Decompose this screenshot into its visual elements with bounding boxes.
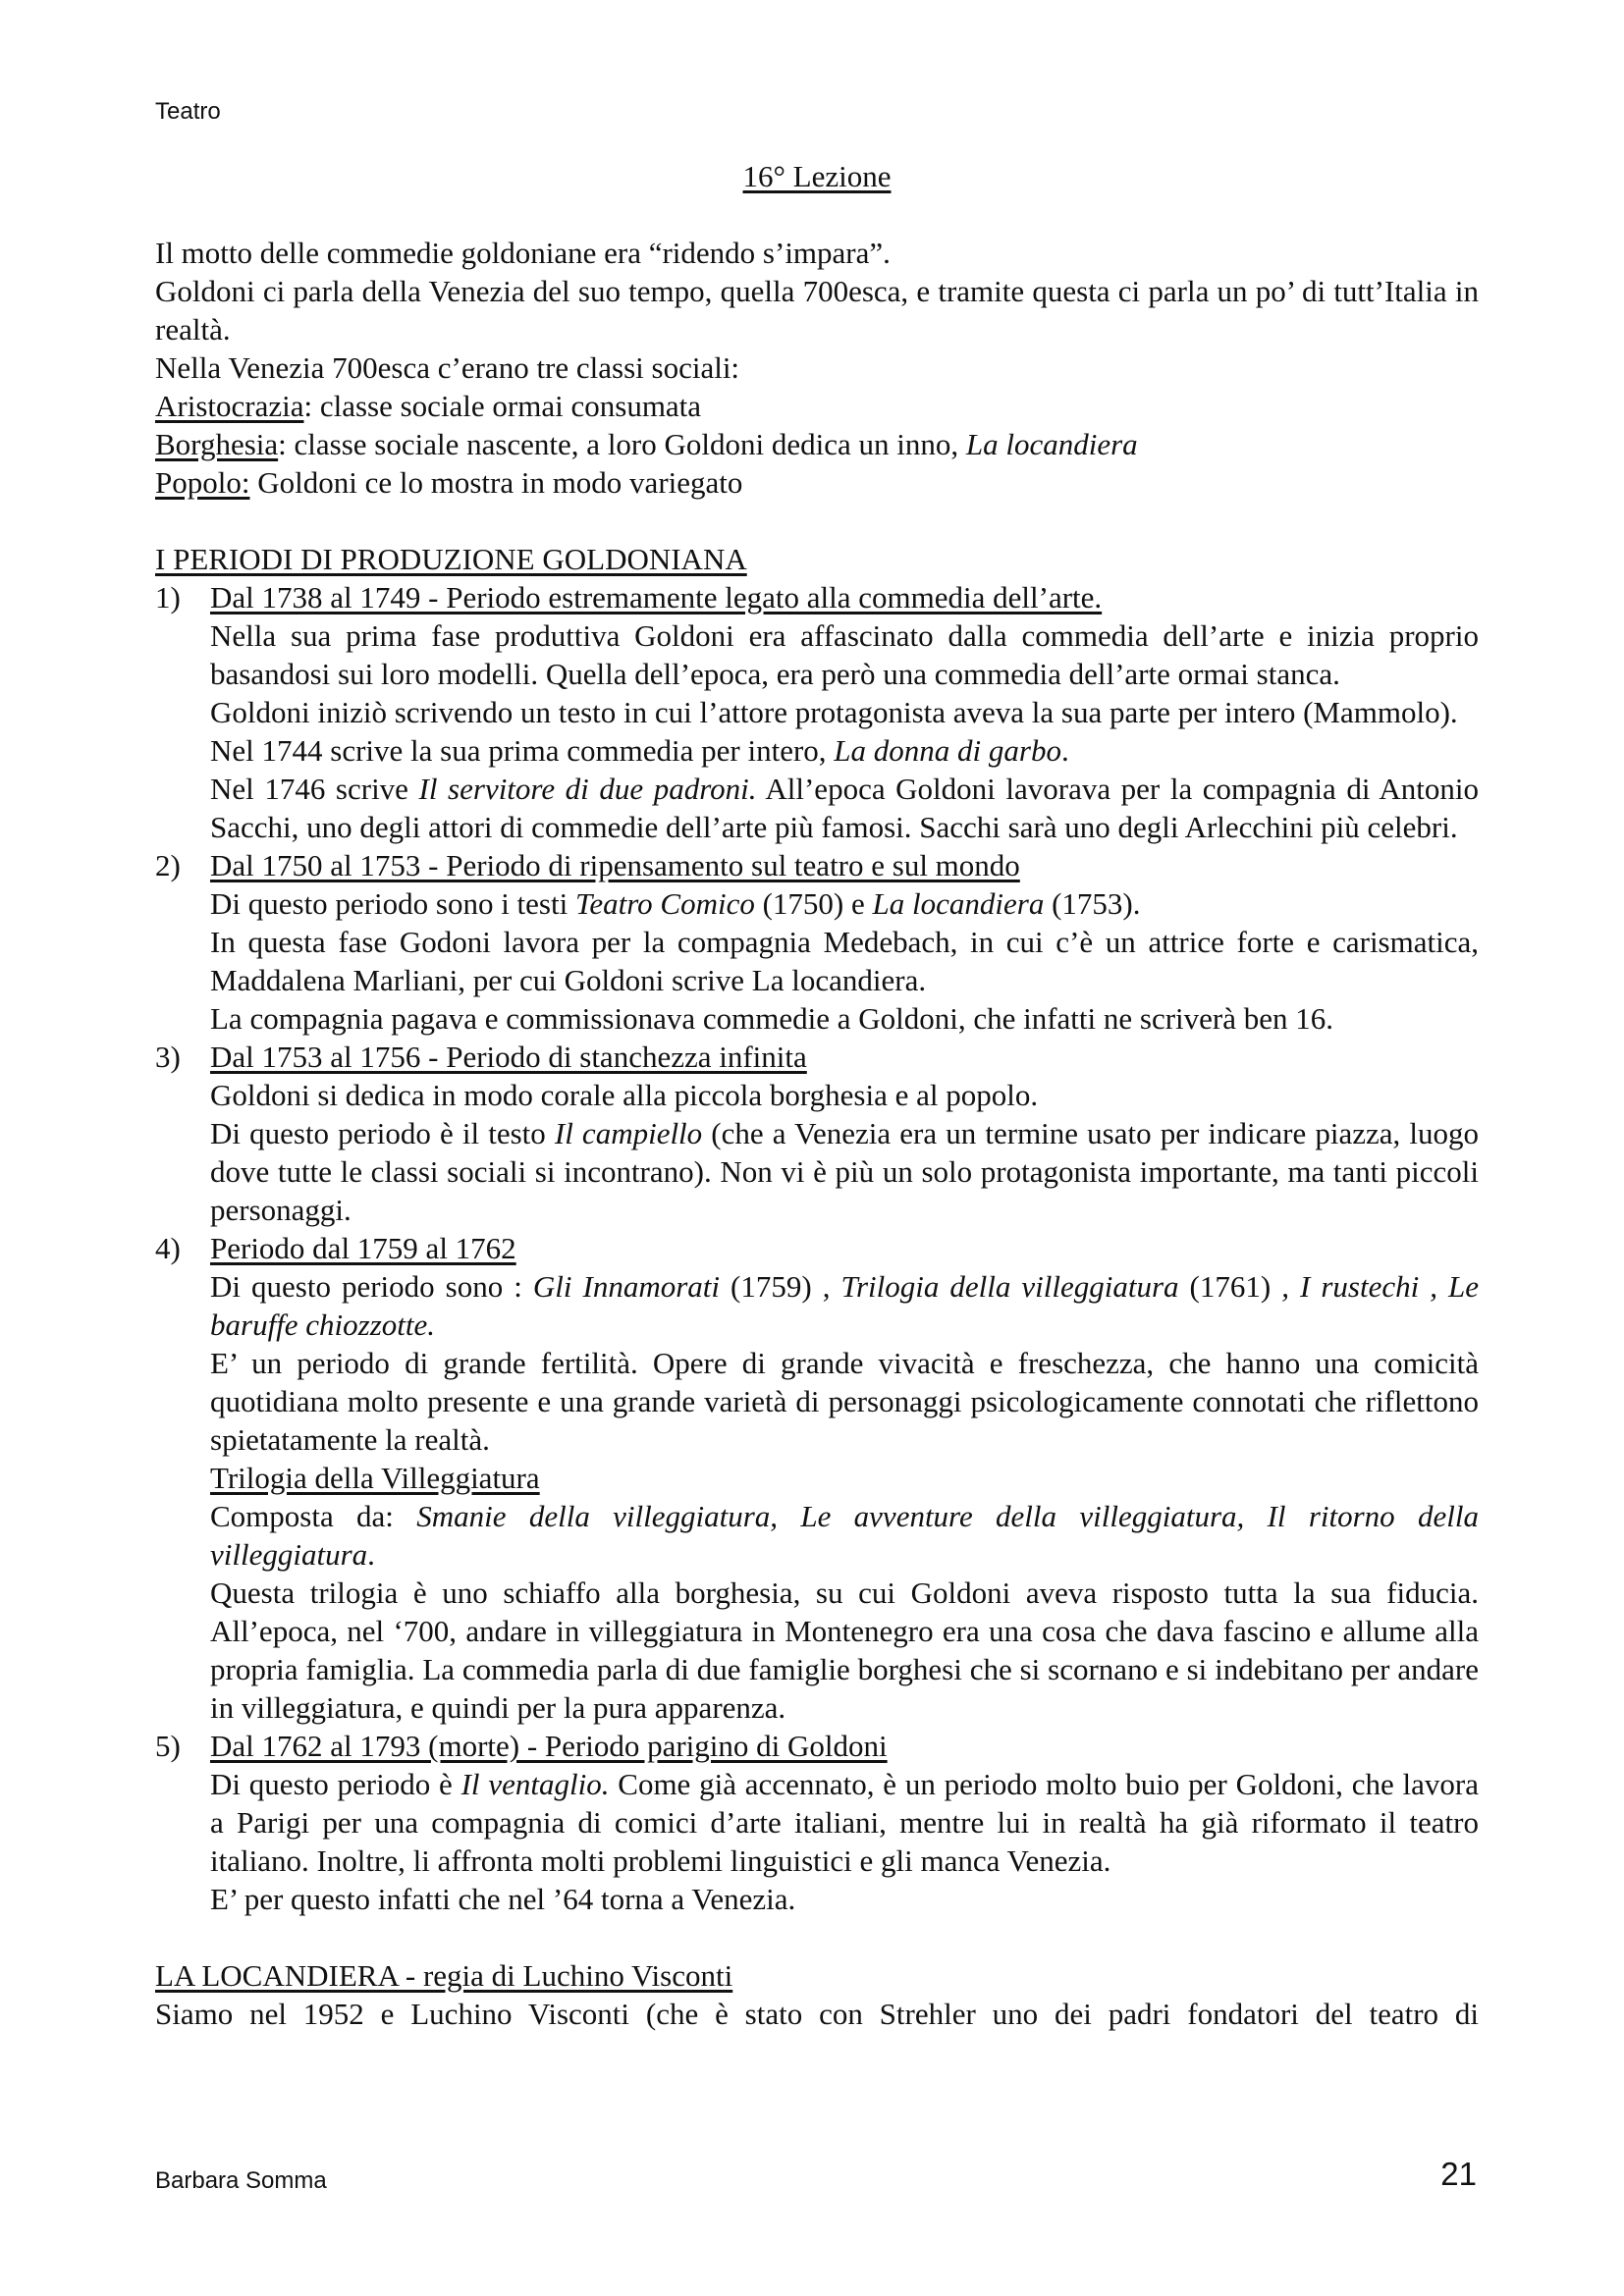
period-paragraph: Di questo periodo sono i testi Teatro Comico (1750) e La locandiera (1753).	[210, 886, 1141, 921]
period-number: 5)	[155, 1729, 181, 1763]
period-paragraph: Di questo periodo sono : Gli Innamorati (1759) , Trilogia della villeggiatura (1761) , I rustechi , Le baruffe chiozzotte.	[210, 1269, 1479, 1342]
intro-classes: Nella Venezia 700esca c’erano tre classi sociali:	[155, 350, 740, 385]
lesson-title: 16° Lezione	[742, 159, 892, 193]
period-heading: Dal 1738 al 1749 - Periodo estremamente legato alla commedia dell’arte.	[210, 580, 1103, 614]
period-paragraph: Composta da: Smanie della villeggiatura, Le avventure della villeggiatura, Il ritorno della villeggiatura.	[210, 1499, 1479, 1572]
period-number: 4)	[155, 1231, 181, 1265]
period-heading: Dal 1762 al 1793 (morte) - Periodo parigino di Goldoni	[210, 1729, 888, 1763]
class-term: Popolo:	[155, 465, 250, 500]
class-popolo	[155, 463, 1479, 502]
intro-venezia: Goldoni ci parla della Venezia del suo tempo, quella 700esca, e tramite questa ci parla un po’ di tutt’Italia in realtà.	[155, 274, 1479, 347]
period-paragraph: Di questo periodo è il testo Il campiello (che a Venezia era un termine usato per indicare piazza, luogo dove tutte le classi sociali si incontrano). Non vi è più un solo protagonista importante, ma tanti piccoli personaggi.	[210, 1116, 1479, 1227]
period-paragraph: Goldoni si dedica in modo corale alla piccola borghesia e al popolo.	[210, 1078, 1039, 1112]
period-paragraph: Nel 1744 scrive la sua prima commedia per intero, La donna di garbo.	[210, 733, 1069, 768]
running-header: Teatro	[155, 98, 221, 125]
period-4	[155, 1229, 1479, 1727]
periods-heading-text: I PERIODI DI PRODUZIONE GOLDONIANA	[155, 542, 747, 576]
period-3	[155, 1038, 1479, 1229]
period-number: 1)	[155, 580, 181, 614]
class-work-title: La locandiera	[965, 427, 1138, 461]
locandiera-paragraph: Siamo nel 1952 e Luchino Visconti (che è stato con Strehler uno dei padri fondatori del teatro di	[155, 1997, 1479, 2031]
period-paragraph: Nel 1746 scrive Il servitore di due padroni. All’epoca Goldoni lavorava per la compagnia di Antonio Sacchi, uno degli attori di commedie dell’arte più famosi. Sacchi sarà uno degli Arlecchini più celebri.	[210, 772, 1479, 844]
intro-motto: Il motto delle commedie goldoniane era “ridendo s’impara”.	[155, 236, 891, 270]
periods-heading	[155, 540, 1479, 578]
footer-author: Barbara Somma	[155, 2167, 327, 2194]
period-paragraph: Di questo periodo è Il ventaglio. Come già accennato, è un periodo molto buio per Goldoni, che lavora a Parigi per una compagnia di comici d’arte italiani, mentre lui in realtà ha già riformato il teatro italiano. Inoltre, li affronta molti problemi linguistici e gli manca Venezia.	[210, 1767, 1480, 1878]
period-5	[155, 1727, 1479, 1918]
page-title	[155, 157, 1479, 195]
period-subheading: Trilogia della Villeggiatura	[210, 1461, 540, 1495]
period-number: 2)	[155, 848, 181, 882]
class-aristocrazia	[155, 387, 1479, 425]
period-1	[155, 578, 1479, 846]
period-number: 3)	[155, 1040, 181, 1074]
period-paragraph: Goldoni iniziò scrivendo un testo in cui l’attore protagonista aveva la sua parte per intero (Mammolo).	[210, 695, 1458, 729]
page-body	[155, 157, 1479, 2033]
page-number: 21	[1440, 2156, 1477, 2192]
locandiera-heading-text: LA LOCANDIERA - regia di Luchino Visconti	[155, 1958, 733, 1993]
class-desc: : classe sociale ormai consumata	[303, 389, 702, 423]
period-2	[155, 846, 1479, 1038]
class-desc: : classe sociale nascente, a loro Goldoni dedica un inno,	[278, 427, 966, 461]
period-paragraph: Questa trilogia è uno schiaffo alla borghesia, su cui Goldoni aveva risposto tutta la sua fiducia. All’epoca, nel ‘700, andare in villeggiatura in Montenegro era una cosa che dava fascino e allume alla propria famiglia. La commedia parla di due famiglie borghesi che si scornano e si indebitano per andare in villeggiatura, e quindi per la pura apparenza.	[210, 1575, 1479, 1725]
class-borghesia	[155, 425, 1479, 463]
period-heading: Dal 1753 al 1756 - Periodo di stanchezza infinita	[210, 1040, 807, 1074]
period-paragraph: E’ per questo infatti che nel ’64 torna a Venezia.	[210, 1882, 796, 1916]
period-paragraph: Nella sua prima fase produttiva Goldoni era affascinato dalla commedia dell’arte e inizia proprio basandosi sui loro modelli. Quella dell’epoca, era però una commedia dell’arte ormai stanca.	[210, 618, 1479, 691]
class-term: Aristocrazia	[155, 389, 304, 423]
period-paragraph: E’ un periodo di grande fertilità. Opere di grande vivacità e freschezza, che hanno una comicità quotidiana molto presente e una grande varietà di personaggi psicologicamente connotati che riflettono spietatamente la realtà.	[210, 1346, 1479, 1457]
class-term: Borghesia	[155, 427, 279, 461]
period-paragraph: In questa fase Godoni lavora per la compagnia Medebach, in cui c’è un attrice forte e carismatica, Maddalena Marliani, per cui Goldoni scrive La locandiera.	[210, 925, 1479, 997]
period-paragraph: La compagnia pagava e commissionava commedie a Goldoni, che infatti ne scriverà ben 16.	[210, 1001, 1334, 1036]
period-heading: Periodo dal 1759 al 1762	[210, 1231, 516, 1265]
period-heading: Dal 1750 al 1753 - Periodo di ripensamento sul teatro e sul mondo	[210, 848, 1020, 882]
locandiera-heading	[155, 1956, 1479, 1995]
class-desc: Goldoni ce lo mostra in modo variegato	[249, 465, 743, 500]
